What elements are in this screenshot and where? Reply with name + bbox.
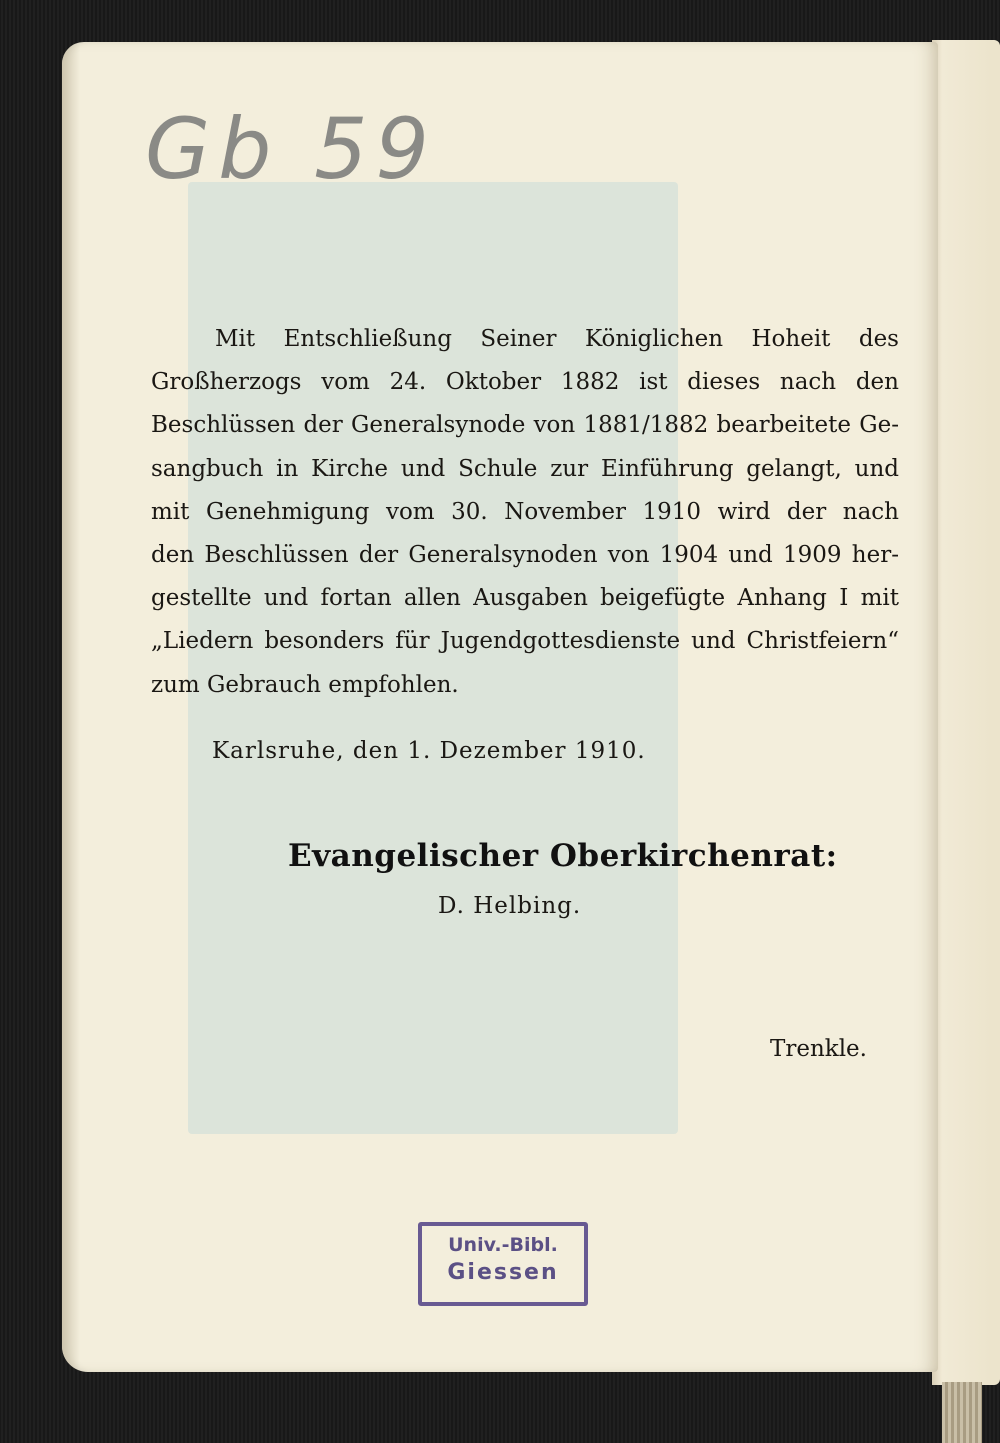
decree-line: „Liedern besonders für Jugendgottesdienste und Christfeiern“ bbox=[151, 628, 899, 655]
decree-line: zum Gebrauch empfohlen. bbox=[151, 671, 459, 698]
stamp-line-2: Giessen bbox=[447, 1260, 559, 1285]
issuing-authority: Evangelischer Oberkirchenrat: bbox=[288, 838, 838, 874]
decree-line: mit Genehmigung vom 30. November 1910 wird der nach bbox=[151, 498, 899, 525]
decree-line: Beschlüssen der Generalsynode von 1881/1882 bearbeitete Ge- bbox=[151, 412, 899, 439]
place-and-date: Karlsruhe, den 1. Dezember 1910. bbox=[212, 738, 646, 764]
signatory: D. Helbing. bbox=[438, 893, 582, 919]
decree-paragraph bbox=[151, 318, 899, 707]
second-signatory: Trenkle. bbox=[770, 1036, 867, 1062]
facing-page-edge bbox=[932, 40, 1000, 1385]
handwritten-shelfmark: Gb 59 bbox=[145, 100, 437, 198]
decree-line: den Beschlüssen der Generalsynoden von 1904 und 1909 her- bbox=[151, 542, 899, 569]
decree-line: sangbuch in Kirche und Schule zur Einführung gelangt, und bbox=[151, 455, 899, 482]
decree-line: gestellte und fortan allen Ausgaben beigefügte Anhang I mit bbox=[151, 585, 899, 612]
stamp-line-1: Univ.-Bibl. bbox=[448, 1234, 558, 1256]
page-gutter-shade bbox=[62, 42, 80, 1372]
decree-line: Großherzogs vom 24. Oktober 1882 ist dieses nach den bbox=[151, 369, 899, 396]
decree-line: Mit Entschließung Seiner Königlichen Hoheit des bbox=[215, 326, 899, 352]
bookmark-ribbon bbox=[942, 1382, 982, 1443]
library-stamp bbox=[418, 1222, 588, 1306]
